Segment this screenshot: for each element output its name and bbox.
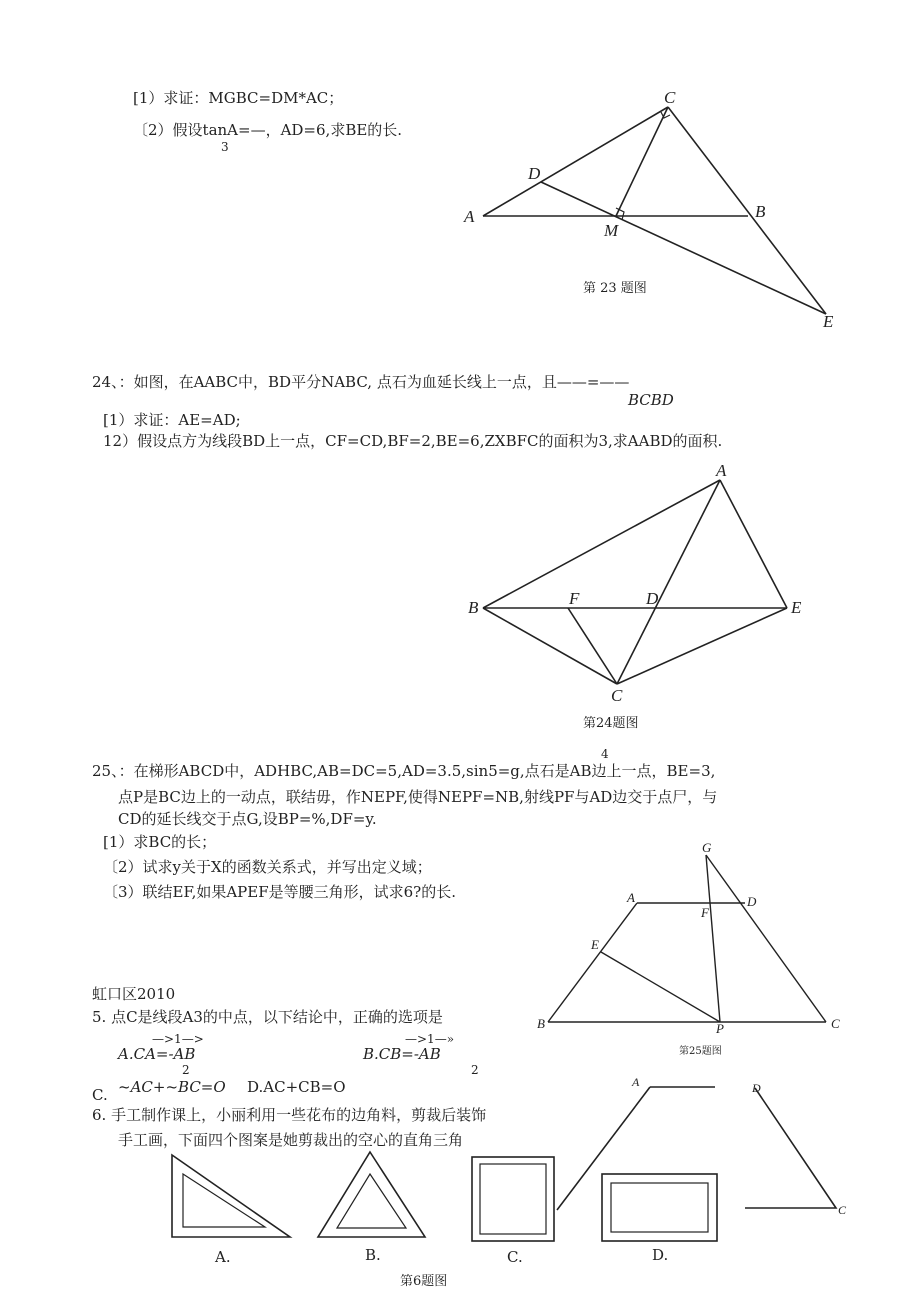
fig24-label-a: A	[716, 461, 727, 480]
figure-25	[548, 855, 826, 1022]
fig23-label-a: A	[464, 207, 475, 226]
fig6-label-c: C.	[507, 1248, 523, 1266]
fig23-label-b: B	[755, 202, 766, 221]
fig6-triangle-inner-b	[337, 1174, 406, 1228]
fig24-caption: 第24题图	[583, 716, 639, 731]
fig23-label-m: M	[604, 221, 619, 240]
fig23-label-d: D	[528, 164, 541, 183]
hongkou-q5-arrow-b: —>1—»	[405, 1032, 455, 1046]
fig6-trapezoid-label-a: A	[632, 1075, 640, 1089]
fig25-label-f: F	[701, 905, 709, 920]
fig24-label-f: F	[569, 589, 580, 608]
fig25-segment-gc	[706, 855, 826, 1022]
fig25-label-a: A	[627, 890, 635, 905]
fig25-segment-ab	[548, 903, 637, 1022]
hongkou-q5-option-c-label: C.	[92, 1086, 108, 1104]
fig6-trapezoid-right-side	[745, 1088, 836, 1208]
fig6-label-a: A.	[215, 1248, 231, 1266]
fig25-label-c: C	[831, 1016, 840, 1031]
q24-part1: [1）求证：AE=AD;	[103, 411, 241, 429]
hongkou-q5-option-a: A.CA=-AB	[118, 1045, 196, 1063]
figure-24	[483, 480, 787, 684]
fig6-trapezoid-label-c: C	[838, 1203, 847, 1217]
fig6-rect-outer-d	[602, 1174, 717, 1241]
q24-part2: 12）假设点方为线段BD上一点，CF=CD,BF=2,BE=6,ZXBFC的面积为3,求AABD的面积.	[103, 432, 723, 450]
fig25-segment-ep	[601, 952, 720, 1022]
fig25-label-g: G	[702, 840, 712, 855]
fig23-caption: 第 23 题图	[583, 281, 647, 296]
fig24-label-c: C	[611, 686, 623, 705]
fig24-label-b: B	[468, 598, 479, 617]
hongkou-q5-option-b-sub: 2	[471, 1063, 479, 1077]
hongkou-q5-option-b: B.CB=-AB	[363, 1045, 441, 1063]
fig25-label-e: E	[591, 937, 599, 952]
hongkou-q5-option-c: ~AC+~BC=O	[118, 1078, 226, 1096]
fig6-triangle-outer-a	[172, 1155, 290, 1237]
fig24-segment-fc	[568, 608, 617, 684]
q23-part1: [1）求证：MGBC=DM*AC；	[133, 89, 344, 107]
fig23-segment-ac	[483, 107, 668, 216]
fig6-square-inner-c	[480, 1164, 546, 1234]
fig6-trapezoid-label-d: D	[752, 1081, 761, 1095]
q25-stem-line3: CD的延长线交于点G,设BP=%,DF=y.	[118, 810, 377, 828]
fig25-label-b: B	[537, 1016, 545, 1031]
hongkou-q5: 5. 点C是线段A3的中点，以下结论中，正确的选项是	[92, 1008, 443, 1026]
fig24-segment-bc	[483, 608, 617, 684]
q25-part2: 〔2）试求y关于X的函数关系式，并写出定义域；	[103, 858, 432, 876]
fig23-label-c: C	[664, 88, 676, 107]
q25-part1: [1）求BC的长；	[103, 833, 217, 851]
fig25-label-d: D	[747, 894, 757, 909]
q24-stem: 24、：如图，在AABC中，BD平分NABC, 点石为血延长线上一点，且——=——	[92, 373, 630, 391]
fig24-label-e: E	[791, 598, 802, 617]
fig25-caption: 第25题图	[679, 1046, 722, 1057]
q25-fraction-top: 4	[601, 747, 609, 761]
q24-stem-denominator: BCBD	[628, 391, 674, 409]
hongkou-q5-option-a-sub: 2	[182, 1063, 190, 1077]
fig24-segment-ba	[483, 480, 720, 608]
fig23-label-e: E	[823, 312, 834, 331]
fig24-segment-ac	[617, 480, 720, 684]
q23-part2-denominator: 3	[221, 140, 229, 154]
fig6-trapezoid-left-side	[557, 1087, 650, 1210]
q25-stem-line2: 点P是BC边上的一动点，联结毋，作NEPF,使得NEPF=NB,射线PF与AD边交于点尸，与	[118, 788, 718, 806]
figure-23	[483, 107, 826, 314]
fig24-segment-ae	[720, 480, 787, 608]
q25-part3: 〔3）联结EF,如果APEF是等腰三角形，试求6?的长.	[103, 883, 456, 901]
fig6-square-outer-c	[472, 1157, 554, 1241]
fig6-label-d: D.	[652, 1246, 669, 1264]
fig6-triangle-inner-a	[183, 1174, 265, 1227]
hongkou-q6-line2: 手工画，下面四个图案是她剪裁出的空心的直角三角	[118, 1131, 464, 1149]
hongkou-title: 虹口区2010	[92, 985, 176, 1003]
fig25-segment-gp	[706, 855, 720, 1022]
fig6-triangle-outer-b	[318, 1152, 425, 1237]
fig23-segment-ce	[668, 107, 826, 314]
fig24-label-d: D	[646, 589, 659, 608]
fig6-caption: 第6题图	[400, 1274, 448, 1289]
hongkou-q6-line1: 6. 手工制作课上，小丽利用一些花布的边角料，剪裁后装饰	[92, 1106, 487, 1124]
fig24-segment-ec	[617, 608, 787, 684]
fig6-label-b: B.	[365, 1246, 381, 1264]
q23-part2: 〔2）假设tanA=—，AD=6,求BE的长.	[133, 121, 403, 139]
q25-stem-line1: 25、：在梯形ABCD中，ADHBC,AB=DC=5,AD=3.5,sin5=g,点石是AB边上一点，BE=3,	[92, 762, 716, 780]
fig25-label-p: P	[716, 1021, 724, 1036]
fig6-rect-inner-d	[611, 1183, 708, 1232]
fig23-segment-cm	[616, 107, 668, 216]
hongkou-q5-arrow-a: —>1—>	[152, 1032, 204, 1046]
hongkou-q5-option-d: D.AC+CB=O	[247, 1078, 346, 1096]
